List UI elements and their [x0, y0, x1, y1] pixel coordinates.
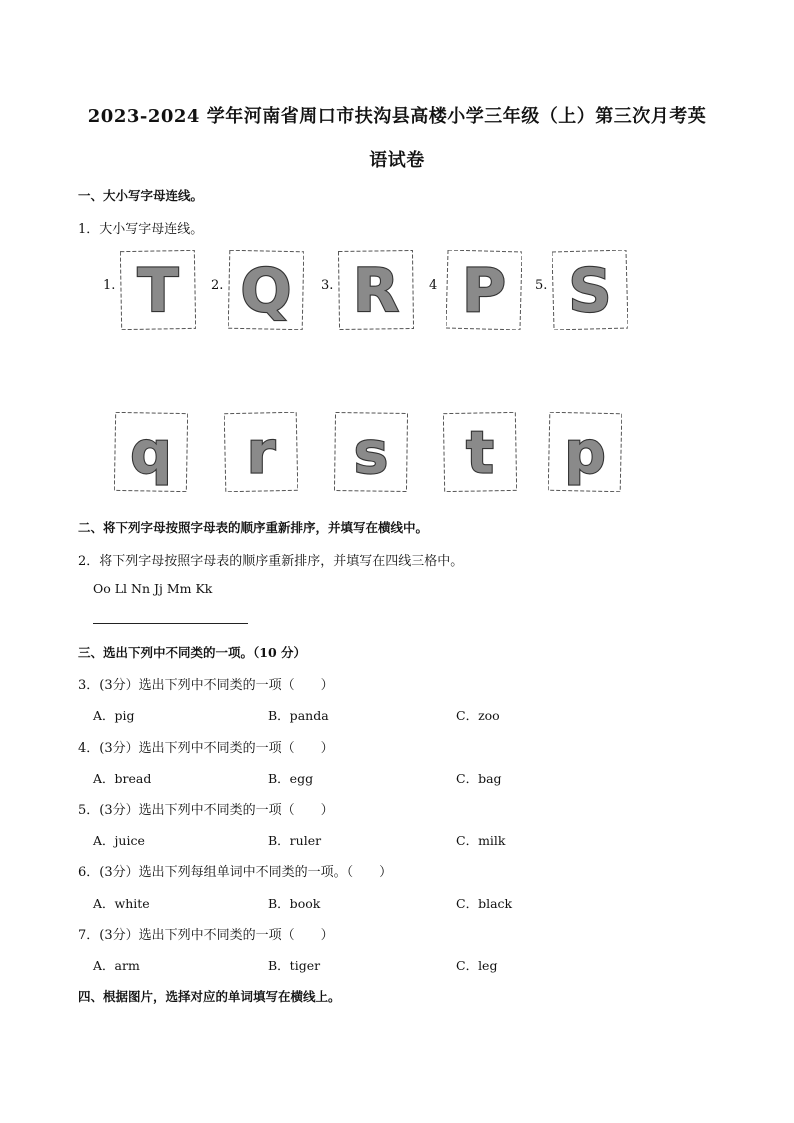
question-1-stem: 1．大小写字母连线。 [78, 222, 204, 237]
question-stem: 5．(3分）选出下列中不同类的一项（ ） [78, 803, 334, 818]
question-stem: 7．(3分）选出下列中不同类的一项（ ） [78, 928, 334, 943]
decorated-letter-s-lower[interactable] [334, 412, 408, 492]
option-a[interactable]: A．arm [93, 958, 140, 973]
question-stem: 6．(3分）选出下列每组单词中不同类的一项。（ ） [78, 865, 393, 880]
section-4-heading: 四、根据图片，选择对应的单词填写在横线上。 [78, 989, 341, 1004]
option-b[interactable]: B．ruler [268, 833, 322, 848]
svg-text:t: t [466, 418, 494, 487]
svg-text:R: R [352, 256, 400, 326]
decorated-letter-s-upper[interactable] [552, 250, 628, 330]
decorated-letter-t-lower[interactable] [443, 412, 517, 492]
decorated-letter-r-upper[interactable] [338, 250, 414, 330]
svg-text:P: P [462, 256, 506, 326]
svg-text:q: q [130, 418, 172, 487]
option-a[interactable]: A．bread [93, 771, 152, 786]
svg-text:S: S [568, 256, 612, 326]
svg-text:s: s [353, 418, 389, 487]
section-1-heading: 一、大小写字母连线。 [78, 188, 204, 203]
letters-to-sort: Oo Ll Nn Jj Mm Kk [93, 581, 213, 596]
decorated-letter-p-lower[interactable] [548, 412, 622, 492]
option-b[interactable]: B．panda [268, 708, 329, 723]
letter-number-label: 4 [429, 278, 438, 293]
letter-number-label: 3. [321, 278, 334, 293]
answer-blank-line[interactable] [93, 623, 248, 624]
option-c[interactable]: C．black [456, 896, 513, 911]
svg-text:T: T [137, 256, 179, 326]
letter-number-label: 1. [103, 278, 116, 293]
option-a[interactable]: A．juice [93, 833, 145, 848]
svg-text:r: r [246, 418, 276, 487]
decorated-letter-p-upper[interactable] [446, 250, 522, 330]
page-title: 2023-2024 学年河南省周口市扶沟县高楼小学三年级（上）第三次月考英 [87, 106, 707, 127]
decorated-letter-q-lower[interactable] [114, 412, 188, 492]
question-2-stem: 2．将下列字母按照字母表的顺序重新排序，并填写在四线三格中。 [78, 554, 464, 569]
option-c[interactable]: C．zoo [456, 708, 500, 723]
question-stem: 3．(3分）选出下列中不同类的一项（ ） [78, 678, 334, 693]
section-2-heading: 二、将下列字母按照字母表的顺序重新排序，并填写在横线中。 [78, 520, 429, 535]
option-c[interactable]: C．bag [456, 771, 502, 786]
decorated-letter-t-upper[interactable] [120, 250, 196, 330]
svg-text:Q: Q [240, 256, 292, 326]
question-stem: 4．(3分）选出下列中不同类的一项（ ） [78, 741, 334, 756]
option-c[interactable]: C．leg [456, 958, 498, 973]
svg-text:p: p [564, 418, 606, 487]
page-title-continued: 语试卷 [369, 150, 425, 171]
option-a[interactable]: A．pig [93, 708, 135, 723]
letter-number-label: 5. [535, 278, 548, 293]
letter-number-label: 2. [211, 278, 224, 293]
section-3-heading: 三、选出下列中不同类的一项。（10 分） [78, 645, 306, 660]
decorated-letter-q-upper[interactable] [228, 250, 304, 330]
option-c[interactable]: C．milk [456, 833, 506, 848]
option-b[interactable]: B．egg [268, 771, 314, 786]
option-a[interactable]: A．white [93, 896, 150, 911]
option-b[interactable]: B．book [268, 896, 321, 911]
decorated-letter-r-lower[interactable] [224, 412, 298, 492]
option-b[interactable]: B．tiger [268, 958, 321, 973]
